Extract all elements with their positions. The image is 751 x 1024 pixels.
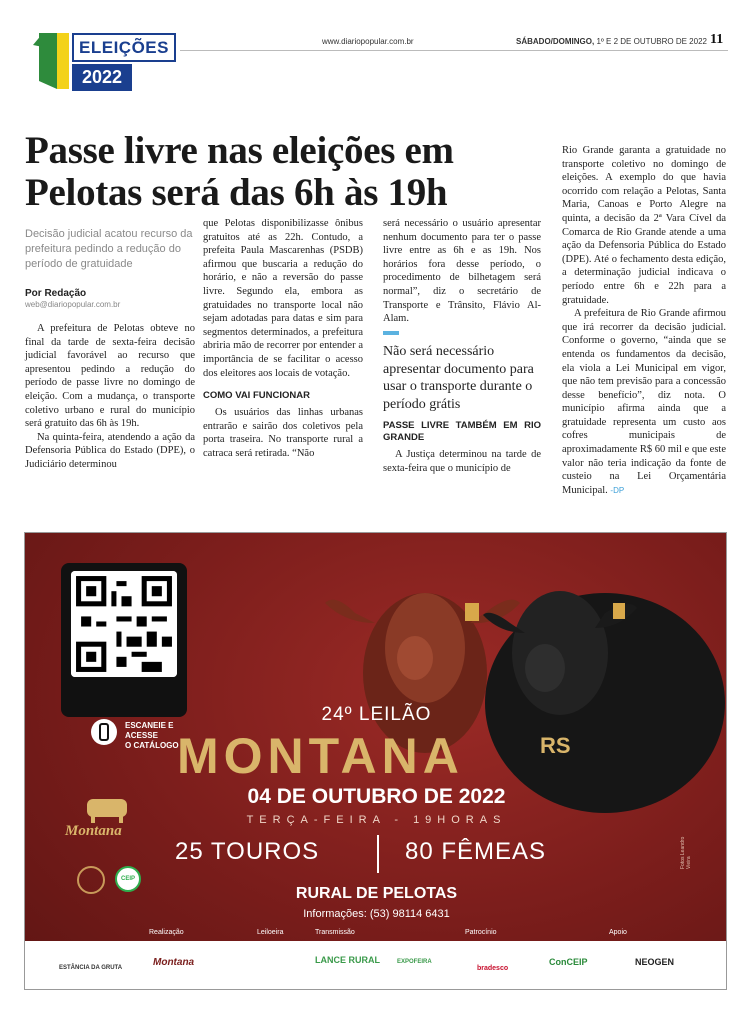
venue: RURAL DE PELOTAS: [295, 885, 458, 902]
auction-edition: 24º LEILÃO: [321, 704, 432, 725]
headline: Passe livre nas eleições em Pelotas será das 6h às 19h: [25, 129, 454, 214]
article-column-3: [383, 217, 541, 326]
role-label: Transmissão: [315, 929, 355, 936]
montana-logo-text: Montana: [65, 823, 122, 839]
byline: Por Redação: [25, 288, 87, 299]
pullquote-marker: [383, 331, 399, 335]
sponsor-logo: ConCEIP: [549, 957, 588, 967]
issue-date-day: SÁBADO/DOMINGO,: [516, 37, 595, 46]
role-label: Leiloeira: [257, 929, 284, 936]
auction-brand: MONTANA: [177, 728, 464, 784]
deck: Decisão judicial acatou recurso da prefeitura pedindo a redução do período de gratuidade: [25, 228, 193, 270]
role-label: Apoio: [609, 929, 627, 936]
auction-date: 04 DE OUTUBRO DE 2022: [247, 785, 506, 808]
photo-credit: Fotos Leandro Vieira: [680, 836, 692, 869]
paragraph-text: A prefeitura de Rio Grande afirmou que irá recorrer da decisão judicial. Conforme o governo, “ainda que se entenda os fundamentos da decisão, ela viola a Lei Municipal em vigor, que não tem previsão para a concessão desse benefício”, diz nota. O município afirma ainda que a gratuidade representa um custo aos cofres municipais de aproximadamente R$ 60 mil e que este valor não teria indicação da fonte de custeio na Lei Orçamentária Municipal.: [562, 308, 726, 496]
subheading: PASSE LIVRE TAMBÉM EM RIO GRANDE: [383, 420, 541, 443]
qr-caption-line-1: ESCANEIE E ACESSE: [125, 721, 174, 740]
sponsor-logo: bradesco: [477, 965, 509, 972]
auction-advertisement[interactable]: [24, 532, 727, 990]
article-column-3b: [383, 420, 541, 475]
section-year: 2022: [72, 64, 132, 91]
paragraph: Os usuários das linhas urbanas entrarão e sairão dos coletivos pela porta traseira. No transporte rural a catraca será retirada. “Não: [203, 407, 363, 459]
qr-code[interactable]: [71, 571, 177, 677]
contact-info: Informações: (53) 98114 6431: [303, 908, 450, 920]
election-flag-logo: [33, 33, 69, 89]
pullquote: Não será necessário apresentar documento para usar o transporte durante o período grátis: [383, 344, 534, 412]
sponsor-logo: LANCE RURAL: [315, 955, 380, 965]
sponsor-logo: ESTÂNCIA DA GRUTA: [59, 965, 123, 971]
subheading: COMO VAI FUNCIONAR: [203, 390, 310, 402]
article-column-2: [203, 217, 363, 461]
sponsor-logos: [25, 941, 727, 990]
paragraph: A Justiça determinou na tarde de sexta-feira que o município de: [383, 449, 541, 474]
sponsor-logo: EXPOFEIRA: [397, 959, 432, 965]
article-column-4: [562, 144, 726, 497]
issue-date-rest: 1º E 2 DE OUTUBRO DE 2022: [594, 37, 707, 46]
signoff: -DP: [610, 485, 625, 495]
paragraph: [562, 307, 726, 497]
paragraph: A prefeitura de Pelotas obteve no final da tarde de sexta-feira decisão judicial favorável ao recurso que apresentou pedindo a redução do período de passe livre no domingo de eleição. Com a mudança, o transporte coletivo urbano e rural do município será gratuito das 6h às 19h.: [25, 323, 195, 430]
auction-weekday: TERÇA-FEIRA - 19HORAS: [246, 814, 507, 826]
section-label: ELEIÇÕES: [72, 33, 176, 62]
paragraph: Na quinta-feira, atendendo a ação da Defensoria Pública do Estado (DPE), o Judiciário determinou: [25, 431, 195, 470]
paragraph: Rio Grande garanta a gratuidade no transporte coletivo no domingo de eleições. A exemplo do que havia ocorrido com relação a Pelotas, Santa Maria, Canoas e Porto Alegre na quinta, a decisão da 2ª Vara Cível da Comarca de Rio Grande atende a uma ação da Defensoria Pública do Estado (DPE). Até o fechamento desta edição, a determinação judicial indicava o período entre 6h e 22h para a gratuidade.: [562, 145, 726, 306]
paragraph: que Pelotas disponibilizasse ônibus gratuitos até as 22h. Contudo, a prefeita Paula Mascarenhas (PSDB) afirmou que buscaria a redução do horário, e não a reversão do passe livre. Segundo ela, embora as gratuidades no transporte local não sejam adotadas para datas e sim para segmentos determinados, a prefeitura abriria mão de recorrer por entender a importância de se facilitar o acesso dos eleitores aos locais de votação.: [203, 218, 363, 379]
auction-brand-suffix: RS: [540, 733, 571, 758]
qr-caption-line-2: O CATÁLOGO: [125, 741, 179, 750]
byline-email: web@diariopopular.com.br: [25, 300, 121, 309]
ceip-seal: [115, 866, 141, 892]
females-count: 80 FÊMEAS: [405, 838, 547, 865]
breed-seal-icon: [77, 866, 105, 894]
bulls-count: 25 TOUROS: [175, 838, 320, 865]
issue-date: [516, 37, 707, 46]
qr-code-card[interactable]: [61, 563, 187, 750]
role-label: Patrocínio: [465, 929, 497, 936]
article-column-1: [25, 322, 195, 472]
role-label: Realização: [149, 929, 184, 936]
page-number: 11: [710, 32, 724, 47]
sponsor-logo: Montana: [153, 957, 195, 968]
site-url: www.diariopopular.com.br: [322, 37, 414, 46]
ceip-seal-text: CEIP: [120, 876, 135, 882]
paragraph: será necessário o usuário apresentar nenhum documento para ter o passe livre entre as 6h e as 19h. Nos horários fora desse período, o procedimento de bilhetagem será normal”, diz o secretário de Transporte e Trânsito, Flávio Al-Alam.: [383, 218, 541, 325]
header-rule: [180, 50, 728, 51]
divider: [377, 835, 379, 873]
sponsor-logo: NEOGEN: [635, 957, 675, 967]
